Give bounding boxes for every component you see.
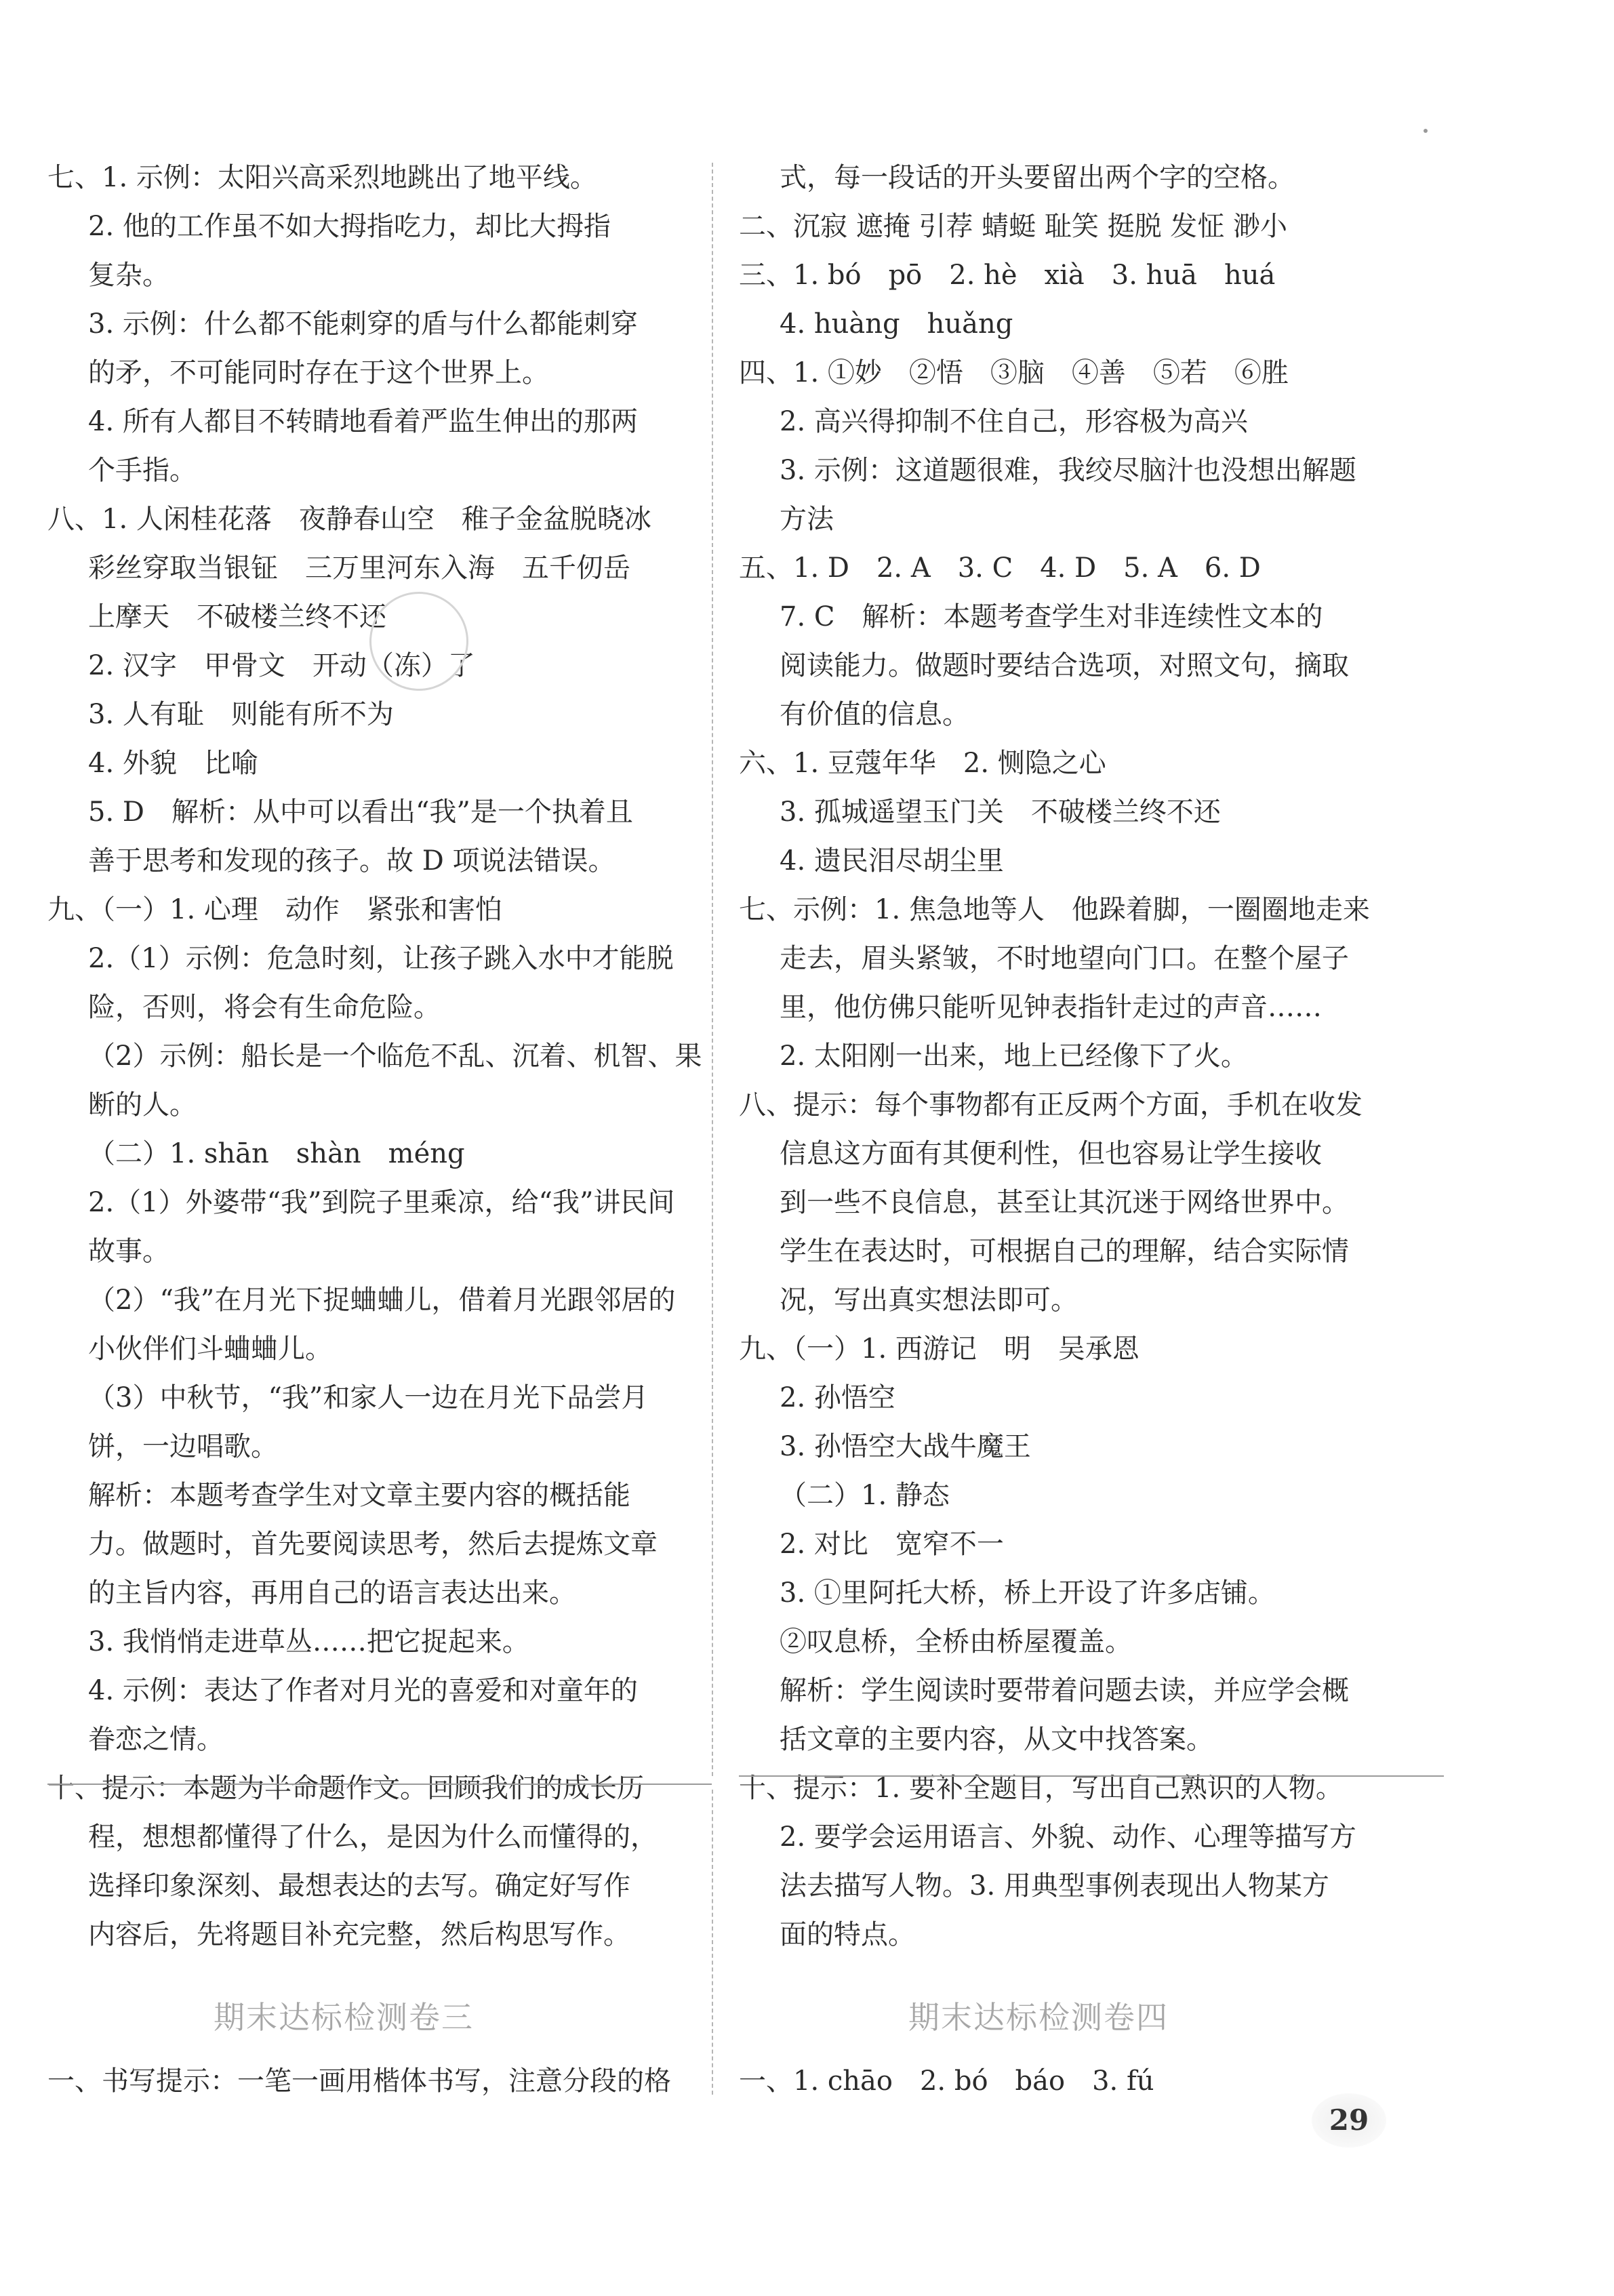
answer-line: 4. huàng huǎng (780, 308, 1013, 340)
answer-line: 险，否则，将会有生命危险。 (88, 992, 441, 1023)
answer-line: 7. C 解析：本题考查学生对非连续性文本的 (780, 601, 1323, 632)
answer-line: 一、书写提示：一笔一画用楷体书写，注意分段的格 (47, 2066, 671, 2097)
answer-line: 4. 外貌 比喻 (88, 748, 258, 779)
answer-line: 九、（一）1. 心理 动作 紧张和害怕 (47, 894, 502, 925)
answer-line: 走去，眉头紧皱，不时地望向门口。在整个屋子 (780, 943, 1349, 974)
answer-line: 3. 孤城遥望玉门关 不破楼兰终不还 (780, 797, 1221, 828)
answer-line: 面的特点。 (780, 1919, 915, 1950)
answer-line: （二）1. 静态 (780, 1480, 950, 1511)
answer-line: 内容后，先将题目补充完整，然后构思写作。 (88, 1919, 630, 1950)
answer-line: 选择印象深刻、最想表达的去写。确定好写作 (88, 1870, 630, 1901)
answer-line: （3）中秋节，“我”和家人一边在月光下品尝月 (88, 1382, 649, 1413)
answer-line: 六、1. 豆蔻年华 2. 恻隐之心 (739, 748, 1106, 779)
answer-line: 到一些不良信息，甚至让其沉迷于网络世界中。 (780, 1187, 1349, 1218)
answer-line: 复杂。 (88, 260, 169, 291)
answer-line: 善于思考和发现的孩子。故 D 项说法错误。 (88, 845, 616, 877)
answer-line: 的主旨内容，再用自己的语言表达出来。 (88, 1577, 576, 1609)
answer-line: 彩丝穿取当银钲 三万里河东入海 五千仞岳 (88, 552, 630, 584)
answer-line: 方法 (780, 504, 834, 535)
answer-line: 2. 他的工作虽不如大拇指吃力，却比大拇指 (88, 211, 611, 242)
answer-line: （二）1. shān shàn méng (88, 1138, 465, 1169)
answer-line: 饼，一边唱歌。 (88, 1431, 278, 1462)
answer-line: 5. D 解析：从中可以看出“我”是一个执着且 (88, 797, 633, 828)
answer-line: 2. 汉字 甲骨文 开动（冻）了 (88, 650, 475, 681)
answer-line: 里，他仿佛只能听见钟表指针走过的声音…… (780, 992, 1322, 1023)
answer-line: 四、1. ①妙 ②悟 ③脑 ④善 ⑤若 ⑥胜 (739, 357, 1289, 388)
left-section-divider (47, 1784, 712, 1785)
answer-line: 故事。 (88, 1236, 169, 1267)
answer-line: 2. 高兴得抑制不住自己，形容极为高兴 (780, 406, 1248, 437)
answer-line: 有价值的信息。 (780, 699, 969, 730)
answer-line: 3. ①里阿托大桥，桥上开设了许多店铺。 (780, 1577, 1275, 1609)
answer-line: 五、1. D 2. A 3. C 4. D 5. A 6. D (739, 552, 1261, 584)
answer-line: 2.（1）示例：危急时刻，让孩子跳入水中才能脱 (88, 943, 674, 974)
answer-line: 阅读能力。做题时要结合选项，对照文句，摘取 (780, 650, 1349, 681)
answer-line: 2. 太阳刚一出来，地上已经像下了火。 (780, 1041, 1248, 1072)
answer-line: 个手指。 (88, 455, 197, 486)
section-title-exam-3: 期末达标检测卷三 (214, 1999, 474, 2036)
answer-line: 三、1. bó pō 2. hè xià 3. huā huá (739, 260, 1276, 291)
answer-line: 3. 人有耻 则能有所不为 (88, 699, 394, 730)
answer-line: 七、1. 示例：太阳兴高采烈地跳出了地平线。 (47, 162, 597, 193)
answer-line: 式，每一段话的开头要留出两个字的空格。 (780, 162, 1295, 193)
answer-line: 4. 遗民泪尽胡尘里 (780, 845, 1004, 877)
answer-line: 断的人。 (88, 1089, 197, 1121)
answer-line: 3. 孙悟空大战牛魔王 (780, 1431, 1031, 1462)
answer-line: 七、示例：1. 焦急地等人 他跺着脚，一圈圈地走来 (739, 894, 1370, 925)
answer-line: （2）“我”在月光下捉蛐蛐儿，借着月光跟邻居的 (88, 1285, 676, 1316)
answer-line: 2.（1）外婆带“我”到院子里乘凉，给“我”讲民间 (88, 1187, 675, 1218)
section-title-exam-4: 期末达标检测卷四 (908, 1999, 1169, 2036)
answer-line: 九、（一）1. 西游记 明 吴承恩 (739, 1333, 1139, 1365)
answer-line: 解析：学生阅读时要带着问题去读，并应学会概 (780, 1675, 1349, 1706)
answer-line: 八、1. 人闲桂花落 夜静春山空 稚子金盆脱晓冰 (47, 504, 651, 535)
decorative-dot (1424, 129, 1428, 133)
answer-line: 小伙伴们斗蛐蛐儿。 (88, 1333, 332, 1365)
answer-line: 二、沉寂 遮掩 引荐 蜻蜓 耻笑 挺脱 发怔 渺小 (739, 211, 1288, 242)
answer-line: 八、提示：每个事物都有正反两个方面，手机在收发 (739, 1089, 1363, 1121)
answer-line: 一、1. chāo 2. bó báo 3. fú (739, 2066, 1154, 2097)
answer-line: 法去描写人物。3. 用典型事例表现出人物某方 (780, 1870, 1329, 1901)
answer-line: 2. 孙悟空 (780, 1382, 895, 1413)
answer-line: 况，写出真实想法即可。 (780, 1285, 1078, 1316)
column-divider (712, 163, 713, 1776)
answer-line: 力。做题时，首先要阅读思考，然后去提炼文章 (88, 1529, 658, 1560)
answer-line: 3. 示例：这道题很难，我绞尽脑汁也没想出解题 (780, 455, 1356, 486)
answer-line: 4. 所有人都目不转睛地看着严监生伸出的那两 (88, 406, 638, 437)
right-section-divider (739, 1775, 1444, 1777)
answer-line: 学生在表达时，可根据自己的理解，结合实际情 (780, 1236, 1349, 1267)
answer-line: 括文章的主要内容，从文中找答案。 (780, 1724, 1213, 1755)
answer-line: （2）示例：船长是一个临危不乱、沉着、机智、果 (88, 1041, 702, 1072)
answer-line: 4. 示例：表达了作者对月光的喜爱和对童年的 (88, 1675, 638, 1706)
answer-line: 上摩天 不破楼兰终不还 (88, 601, 386, 632)
answer-line: 3. 示例：什么都不能刺穿的盾与什么都能刺穿 (88, 308, 638, 340)
answer-line: 2. 对比 宽窄不一 (780, 1529, 1004, 1560)
answer-line: 2. 要学会运用语言、外貌、动作、心理等描写方 (780, 1821, 1356, 1853)
answer-line: 3. 我悄悄走进草丛……把它捉起来。 (88, 1626, 529, 1657)
answer-line: 十、提示：1. 要补全题目，写出自己熟识的人物。 (739, 1773, 1343, 1804)
answer-line: 信息这方面有其便利性，但也容易让学生接收 (780, 1138, 1322, 1169)
column-divider-lower (712, 1790, 713, 2095)
answer-line: ②叹息桥，全桥由桥屋覆盖。 (780, 1626, 1132, 1657)
left-column (47, 153, 702, 2106)
answer-line: 十、提示：本题为半命题作文。回顾我们的成长历 (47, 1773, 644, 1804)
answer-line: 程，想想都懂得了什么，是因为什么而懂得的， (88, 1821, 658, 1853)
answer-line: 眷恋之情。 (88, 1724, 224, 1755)
answer-line: 解析：本题考查学生对文章主要内容的概括能 (88, 1480, 630, 1511)
answer-line: 的矛，不可能同时存在于这个世界上。 (88, 357, 549, 388)
right-column (739, 153, 1430, 2106)
page-number: 29 (1312, 2093, 1386, 2148)
